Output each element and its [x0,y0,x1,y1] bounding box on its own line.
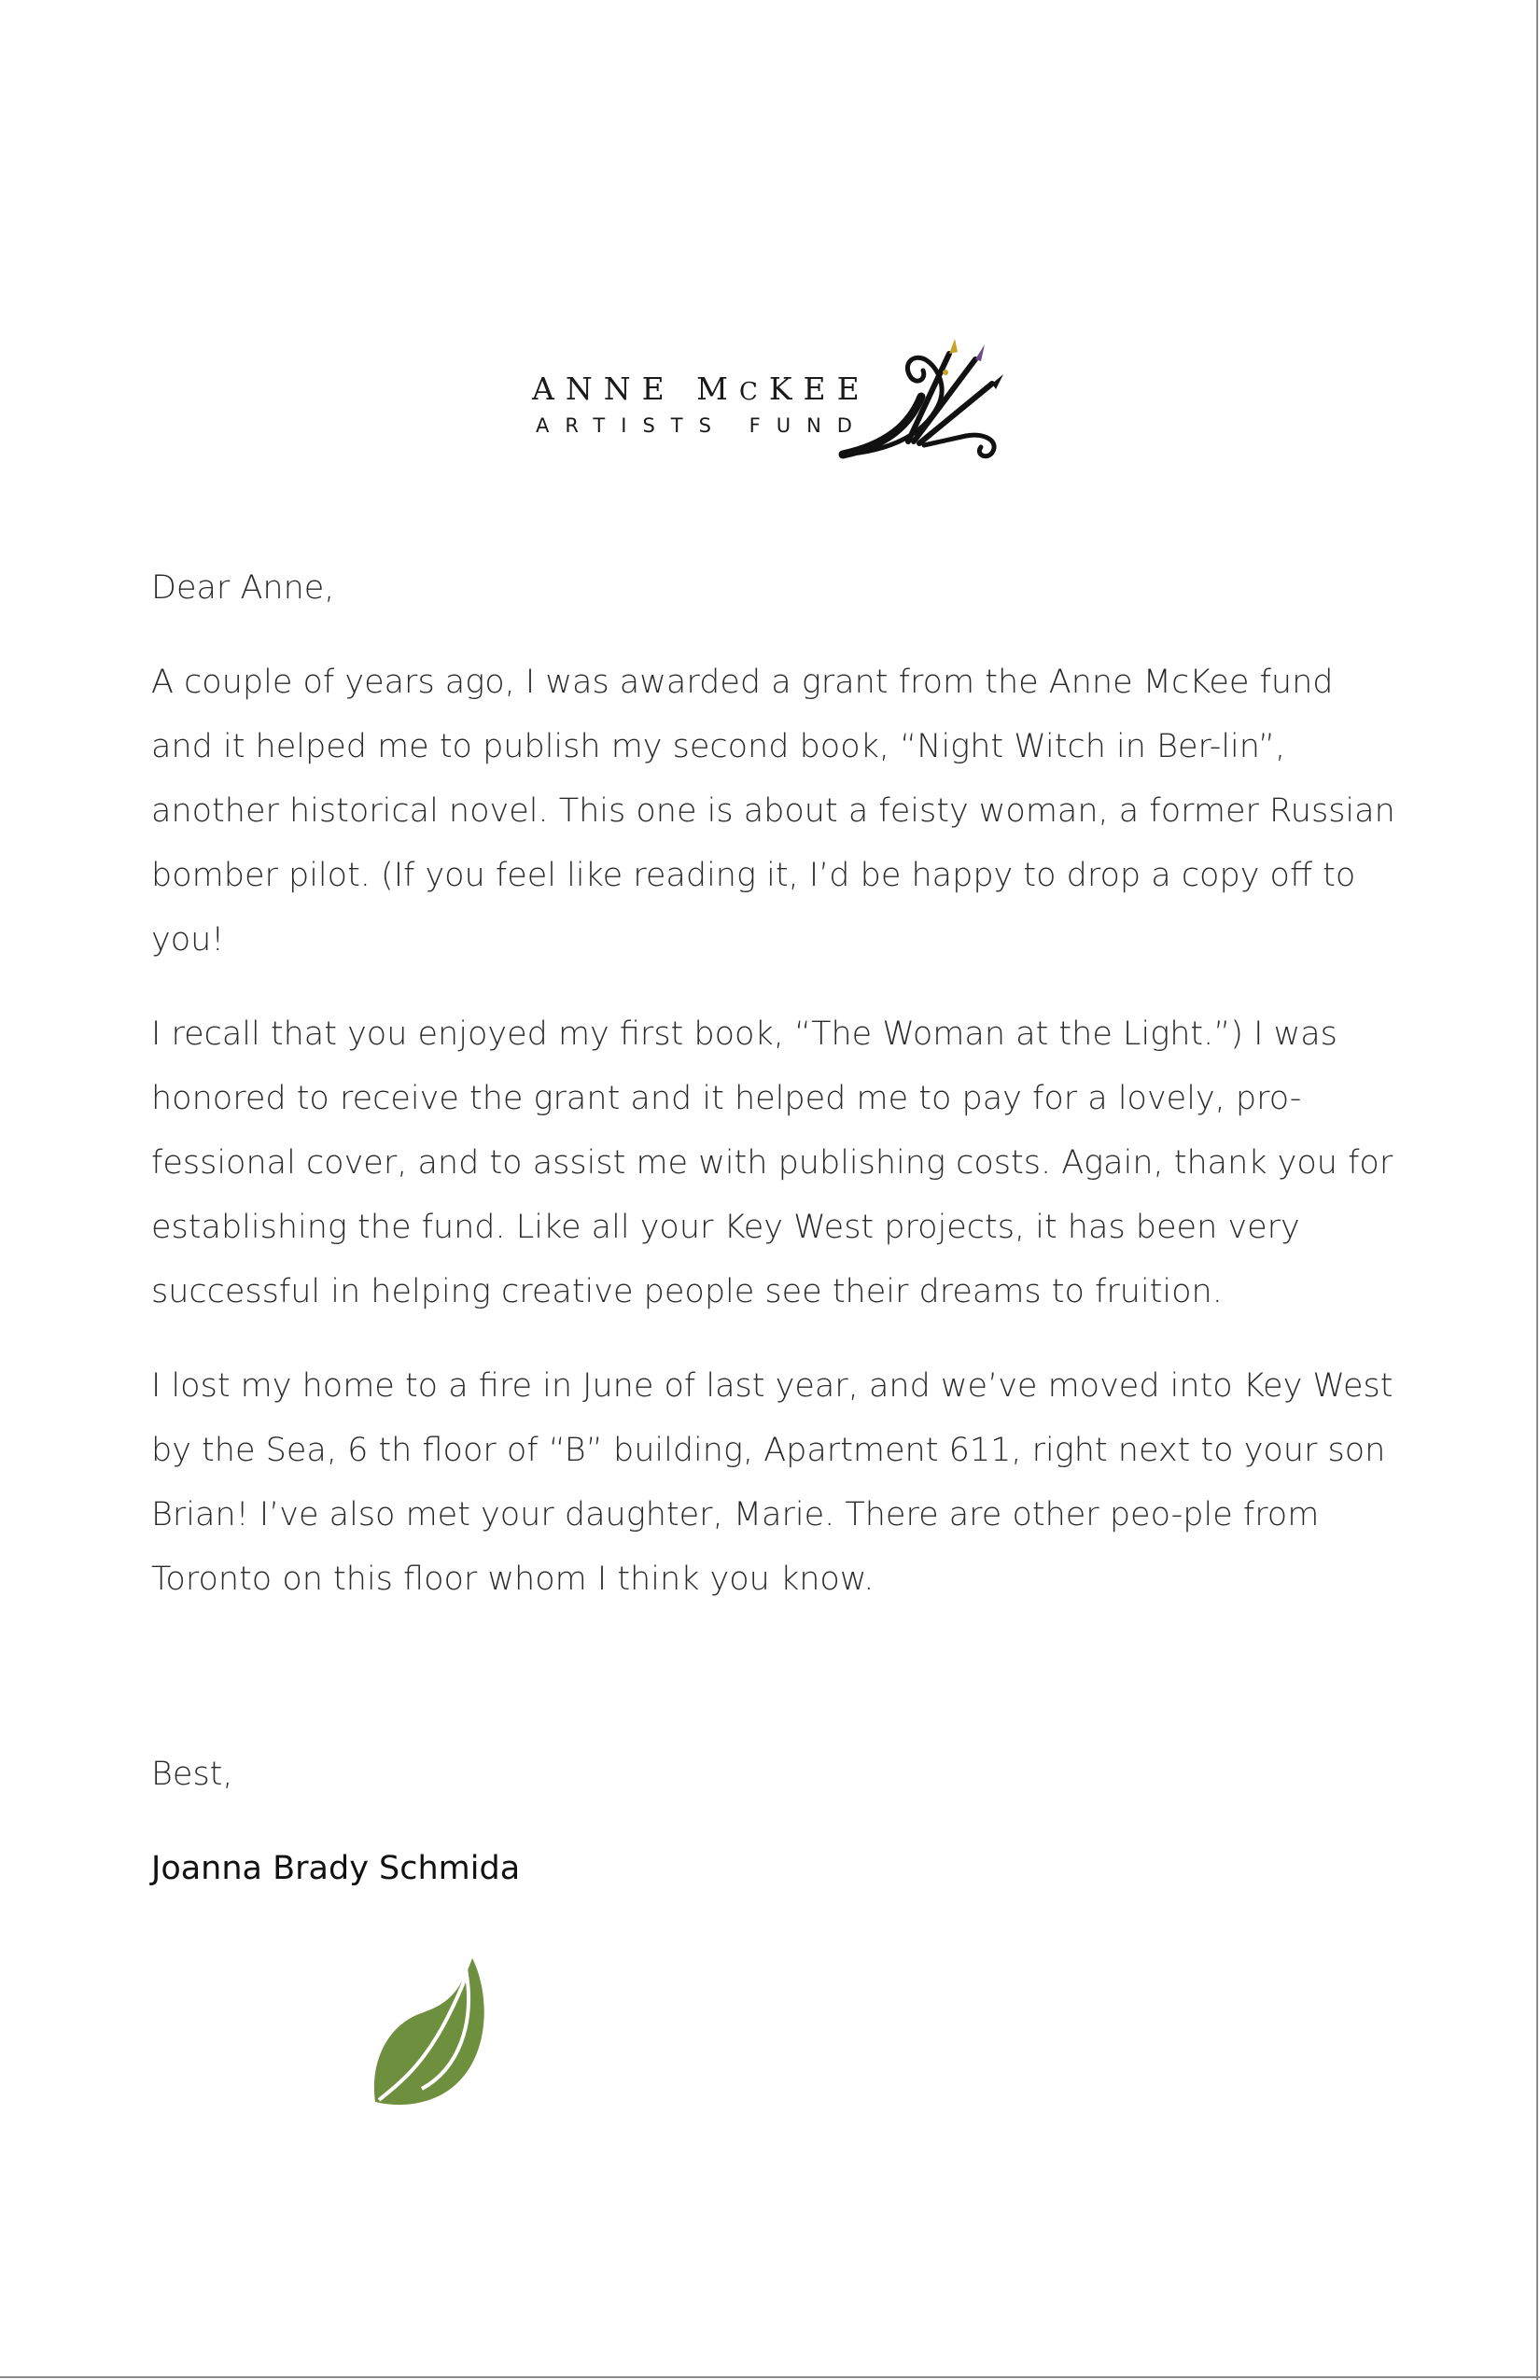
letter-body [151,556,1402,1901]
letter-paragraph-2: I recall that you enjoyed my first book, “The Woman at the Light.”) I was honored to receive the grant and it helped me to pay for a lovely, pro-fessional cover, and to assist me with publishing costs. Again, thank you for establishing the fund. Like all your Key West projects, it has been very successful in helping creative people see their dreams to fruition. [151,1015,1393,1310]
letter-greeting: Dear Anne, [151,569,335,607]
letter-closing: Best, [151,1756,233,1793]
logo-name [532,371,871,407]
logo-name-part1: ANNE M [532,371,739,407]
page-edge-right [1536,0,1538,2380]
letter-paragraph-3: I lost my home to a fire in June of last year, and we’ve moved into Key West by the Sea, 6 th floor of “B” building, Apartment 611, right next to your son Brian! I’ve also met your daughter, Marie. There are other peo-ple from Toronto on this floor whom I think you know. [151,1367,1393,1598]
brush-and-pen-icon [835,331,1013,462]
letter-signature: Joanna Brady Schmida [151,1850,521,1887]
logo-subtitle: ARTISTS FUND [536,414,868,437]
logo-name-small-c: C [738,378,769,406]
leaf-icon [370,1958,493,2107]
page-edge-bottom [0,2376,1540,2378]
fund-logo [532,331,1017,462]
letter-paragraph-1: A couple of years ago, I was awarded a grant from the Anne McKee fund and it helped me to publish my second book, “Night Witch in Ber-lin”, another historical novel. This one is about a feisty woman, a former Russian bomber pilot. (If you feel like reading it, I’d be happy to drop a copy off to you! [151,664,1395,959]
logo-name-part2: KEE [768,371,871,407]
